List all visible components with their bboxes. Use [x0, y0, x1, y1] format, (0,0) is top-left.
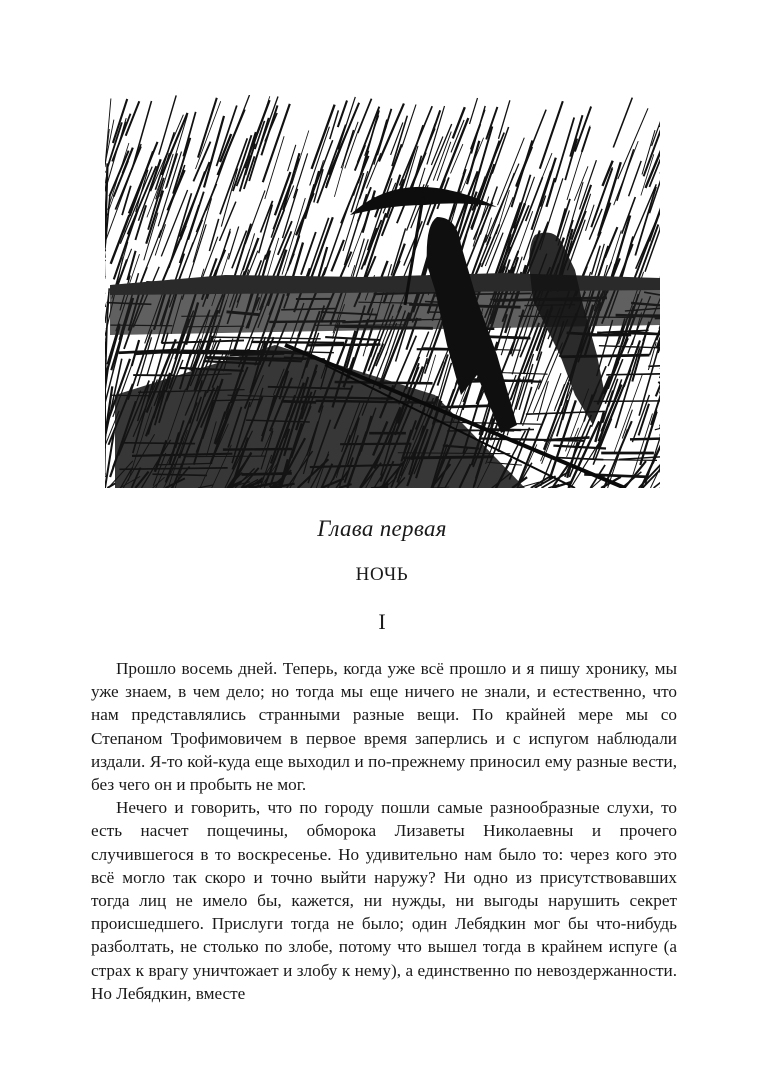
rain-stroke — [364, 213, 387, 281]
water-stroke — [606, 374, 660, 375]
water-stroke — [596, 460, 657, 461]
water-stroke — [594, 401, 661, 402]
rain-stroke — [297, 184, 314, 242]
rain-stroke — [161, 190, 187, 256]
rain-stroke — [317, 125, 346, 204]
water-stroke — [251, 342, 344, 343]
rain-stroke — [594, 167, 612, 220]
illustration-svg — [105, 95, 660, 488]
rain-stroke — [470, 98, 478, 124]
water-stroke — [630, 439, 660, 440]
rain-stroke — [173, 138, 190, 194]
paragraph: Прошло восемь дней. Теперь, когда уже всё прошло и я пишу хронику, мы уже знаем, в чем дело; но тогда мы еще ничего не знали, и естественно, что нам представлялись странными разные вещи. По крайней мере мы со Степаном Трофимовичем в первое время заперлись и с испугом наблюдали издали. Я-то кой-куда еще выходил и по-прежнему приносил ему разные вести, без чего он и пробыть не мог. — [91, 659, 677, 795]
rain-stroke — [486, 107, 497, 139]
rain-stroke — [193, 198, 212, 262]
rain-stroke — [334, 164, 343, 197]
water-stroke — [659, 382, 660, 383]
rain-stroke — [391, 228, 405, 275]
rain-stroke — [622, 197, 636, 234]
rain-stroke — [160, 154, 174, 197]
water-stroke — [211, 337, 321, 339]
rain-night-illustration — [105, 95, 660, 488]
rain-stroke — [283, 153, 299, 210]
rain-stroke — [137, 337, 151, 386]
rain-stroke — [437, 142, 451, 181]
rain-stroke — [632, 395, 649, 442]
rain-stroke — [610, 215, 631, 284]
rain-stroke — [538, 153, 552, 188]
section-number: I — [378, 609, 386, 634]
rain-stroke — [613, 98, 632, 148]
rain-stroke — [196, 101, 221, 169]
water-stroke — [599, 346, 660, 348]
rain-stroke — [358, 99, 372, 133]
section-title: НОЧЬ — [355, 564, 409, 585]
water-stroke — [307, 345, 381, 346]
rain-stroke — [245, 190, 265, 244]
rain-stroke — [629, 161, 642, 196]
paragraph: Нечего и говорить, что по городу пошли самые разнообразные слухи, то есть насчет пощечины, обморока Лизаветы Николаевны и прочего случившегося в то воскресенье. Но удивительно нам было то: через кого это всё могло так скоро и точно выйти наружу? Ни одно из присутствовавших тогда лиц не имело бы, кажется, ни нужды, ни выгоды нарушить секрет происшедшего. Прислуги тогда не было; один Лебядкин мог бы что-нибудь разболтать, не столько по злобе, потому что вышел тогда в крайнем испуге (а страх к врагу уничтожает и злобу к нему), а единственно по невоздержанности. Но Лебядкин, вместе — [91, 798, 677, 1003]
rain-stroke — [586, 205, 595, 231]
water-stroke — [655, 428, 660, 429]
rain-stroke — [108, 122, 122, 166]
rain-stroke — [293, 153, 307, 198]
chapter-title: Глава первая — [317, 516, 447, 541]
rain-stroke — [162, 113, 188, 175]
rain-stroke — [574, 166, 588, 200]
rain-stroke — [338, 97, 355, 150]
water-stroke — [648, 366, 660, 367]
body-text — [91, 657, 677, 1005]
rain-stroke — [540, 101, 563, 169]
water-stroke — [325, 337, 379, 340]
rain-stroke — [331, 240, 344, 272]
rain-stroke — [440, 118, 469, 191]
rain-stroke — [338, 101, 347, 128]
